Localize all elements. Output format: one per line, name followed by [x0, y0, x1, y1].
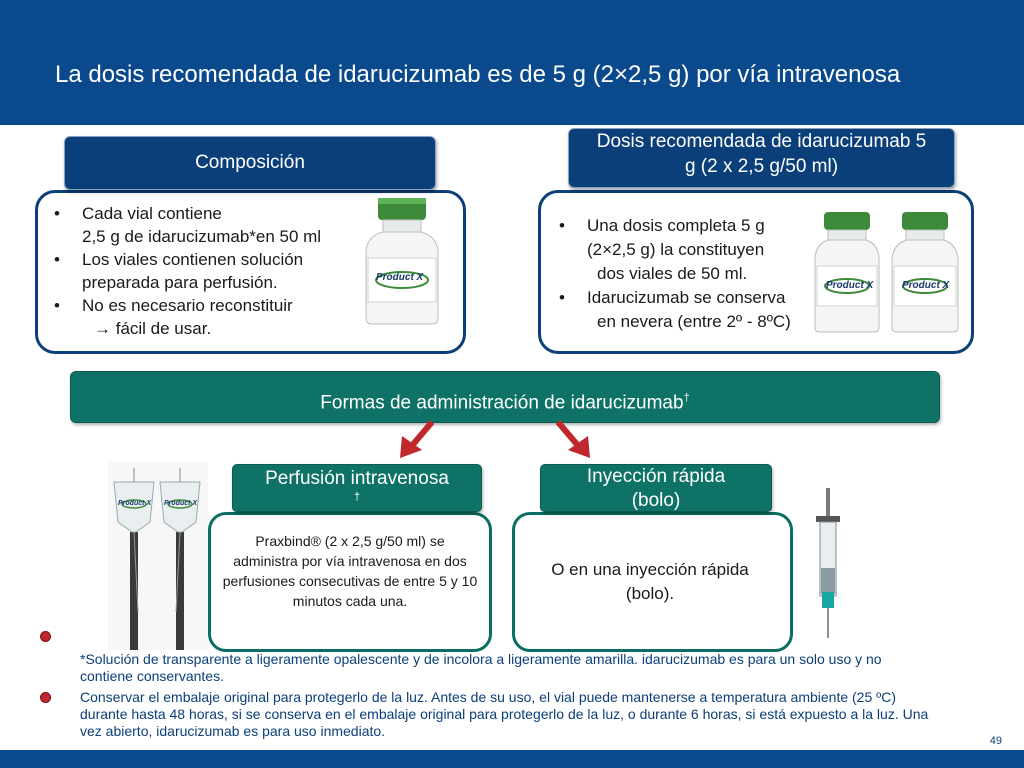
iv-bag-label-right: Product X	[164, 500, 198, 507]
note-bullet-empty	[40, 631, 51, 642]
infusion-text: Praxbind® (2 x 2,5 g/50 ml) se administra por vía intravenosa en dos perfusiones consecutivas de entre 5 y 10 minutos cada una.	[222, 533, 478, 609]
composition-bullet-3-cont: → fácil de usar.	[94, 319, 212, 338]
syringe-image	[808, 488, 848, 640]
composition-bullet-2: • Los viales contienen solución preparada para perfusión.	[52, 248, 372, 294]
two-vials-image	[812, 208, 962, 334]
page-number: 49	[989, 735, 1002, 747]
infusion-tab-mark: †	[353, 491, 361, 503]
composition-heading	[64, 136, 436, 190]
slide-title: La dosis recomendada de idarucizumab es de 5 g (2×2,5 g) por vía intravenosa	[55, 61, 901, 88]
vial-label-right: Product X	[902, 280, 950, 291]
arrow-left-icon	[400, 422, 432, 458]
bolus-tab-text: Inyección rápida (bolo)	[586, 466, 726, 511]
infusion-tab	[232, 464, 482, 512]
infusion-tab-text: Perfusión intravenosa	[265, 468, 449, 489]
admin-heading-mark: †	[683, 392, 690, 404]
arrows-graphic	[380, 418, 620, 468]
note-bullet-2	[40, 692, 51, 703]
composition-list	[52, 202, 372, 340]
footer-bar	[0, 750, 1024, 768]
vial-label: Product X	[376, 272, 424, 283]
dose-list	[557, 214, 847, 334]
composition-heading-text: Composición	[195, 152, 305, 173]
iv-bag-label-left: Product X	[118, 500, 152, 507]
note-2: Conservar el embalaje original para protegerlo de la luz. Antes de su uso, el vial puede mantenerse a temperatura ambiente (25 ºC) durante hasta 48 horas, si se conserva en el embalaje original para protegerlo de la luz, o durante 6 horas, si está expuesto a la luz. Una vez abierto, idarucizumab es para uso inmediato.	[80, 689, 929, 739]
vial-image	[356, 196, 448, 326]
dose-heading-text: Dosis recomendada de idarucizumab 5 g (2 x 2,5 g/50 ml)	[596, 131, 927, 177]
vial-label-left: Product X	[826, 280, 874, 291]
dose-bullet-1-cont2: dos viales de 50 ml.	[597, 264, 748, 283]
dose-bullet-2-cont: en nevera (entre 2º - 8ºC)	[597, 312, 791, 331]
dose-bullet-1-cont: (2×2,5 g) la constituyen	[587, 240, 765, 259]
admin-heading-text: Formas de administración de idarucizumab	[320, 392, 684, 414]
dose-heading	[568, 128, 955, 188]
composition-bullet-3: • No es necesario reconstituir → fácil de usar.	[52, 294, 372, 340]
bolus-text: O en una inyección rápida (bolo).	[551, 560, 749, 603]
admin-heading-bar	[70, 371, 940, 423]
note-1: *Solución de transparente a ligeramente opalescente y de incolora a ligeramente amarilla. idarucizumab es para un solo uso y no contiene conservantes.	[80, 651, 882, 684]
dose-bullet-1: • Una dosis completa 5 g (2×2,5 g) la constituyen dos viales de 50 ml.	[557, 214, 847, 286]
arrow-right-icon	[558, 422, 590, 458]
composition-bullet-1-cont: 2,5 g de idarucizumab*en 50 ml	[82, 227, 322, 246]
bolus-tab	[540, 464, 772, 512]
composition-bullet-2-cont: preparada para perfusión.	[82, 273, 278, 292]
iv-bags-image	[108, 462, 208, 650]
composition-bullet-1: • Cada vial contiene 2,5 g de idarucizumab*en 50 ml	[52, 202, 372, 248]
dose-bullet-2: • Idarucizumab se conserva en nevera (entre 2º - 8ºC)	[557, 286, 847, 334]
